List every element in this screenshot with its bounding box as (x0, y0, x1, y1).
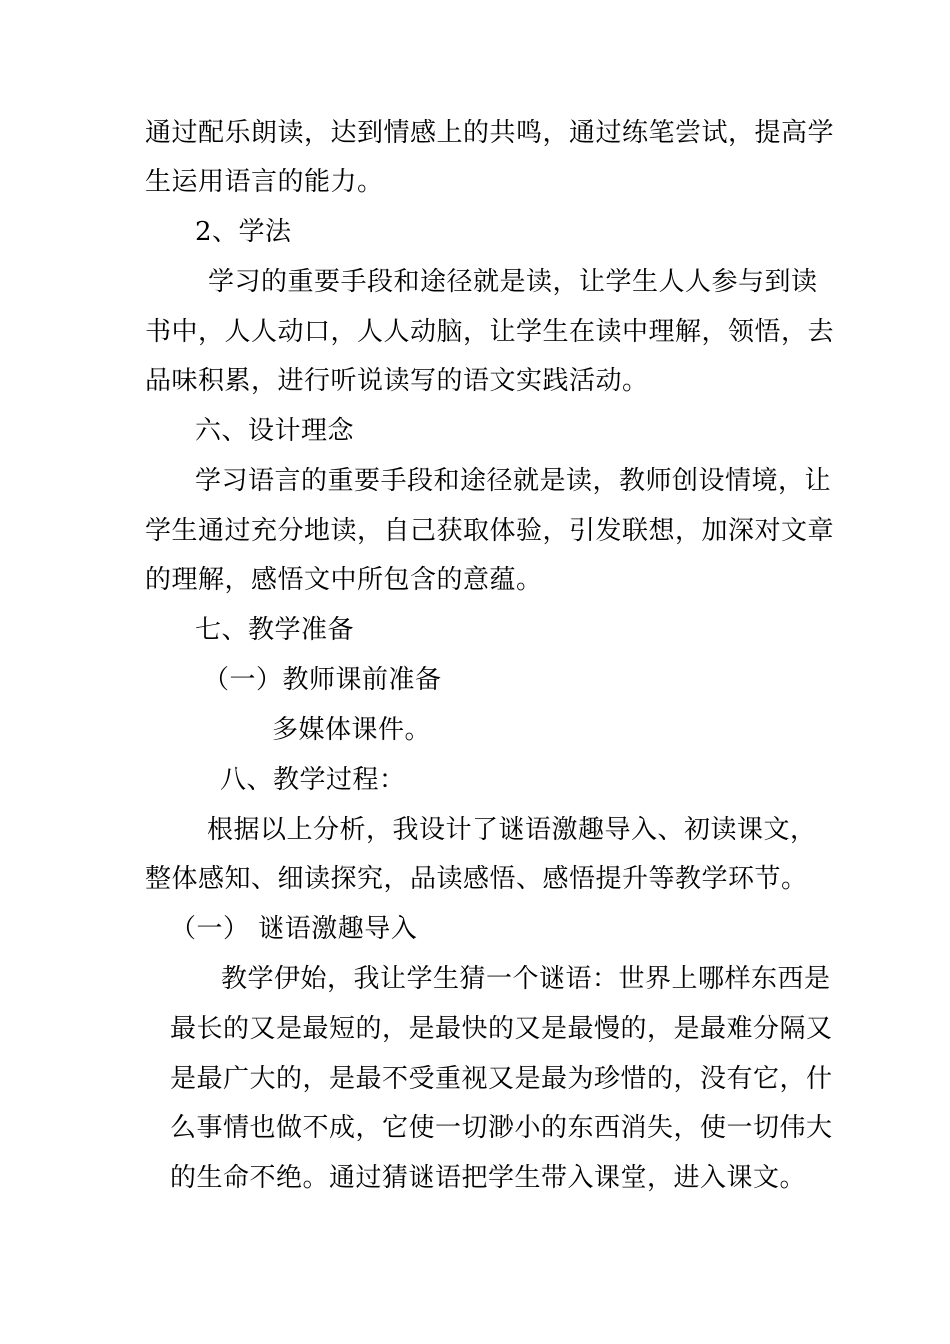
paragraph-line: 根据以上分析，我设计了谜语激趣导入、初读课文， (207, 815, 817, 845)
subsection-heading: （一） 谜语激趣导入 (170, 914, 418, 944)
paragraph-line: 通过配乐朗读，达到情感上的共鸣，通过练笔尝试，提高学 (145, 118, 835, 148)
prep-item: 多媒体课件。 (272, 715, 432, 745)
paragraph-line: 的理解，感悟文中所包含的意蕴。 (145, 565, 543, 595)
paragraph-line: 学习语言的重要手段和途径就是读，教师创设情境，让 (195, 466, 832, 496)
subsection-heading: （一）教师课前准备 (203, 665, 442, 695)
paragraph-line: 学习的重要手段和途径就是读，让学生人人参与到读 (208, 267, 818, 297)
paragraph-line: 教学伊始，我让学生猜一个谜语：世界上哪样东西是 (221, 964, 831, 994)
paragraph-line: 整体感知、细读探究，品读感悟、感悟提升等教学环节。 (145, 864, 808, 894)
section-heading: 八、教学过程： (220, 765, 406, 795)
paragraph-line: 生运用语言的能力。 (145, 167, 384, 197)
paragraph-line: 是最广大的，是最不受重视又是最为珍惜的，没有它，什 (170, 1064, 833, 1094)
paragraph-line: 书中，人人动口，人人动脑，让学生在读中理解，领悟，去 (145, 317, 835, 347)
paragraph-line: 学生通过充分地读，自己获取体验，引发联想，加深对文章 (145, 516, 835, 546)
section-heading: 七、教学准备 (195, 615, 355, 645)
paragraph-line: 品味积累，进行听说读写的语文实践活动。 (145, 366, 649, 396)
section-heading: 2、学法 (195, 217, 292, 247)
paragraph-line: 最长的又是最短的，是最快的又是最慢的，是最难分隔又 (170, 1014, 833, 1044)
paragraph-line: 的生命不绝。通过猜谜语把学生带入课堂，进入课文。 (170, 1163, 807, 1193)
paragraph-line: 么事情也做不成，它使一切渺小的东西消失，使一切伟大 (170, 1113, 833, 1143)
section-heading: 六、设计理念 (195, 416, 355, 446)
